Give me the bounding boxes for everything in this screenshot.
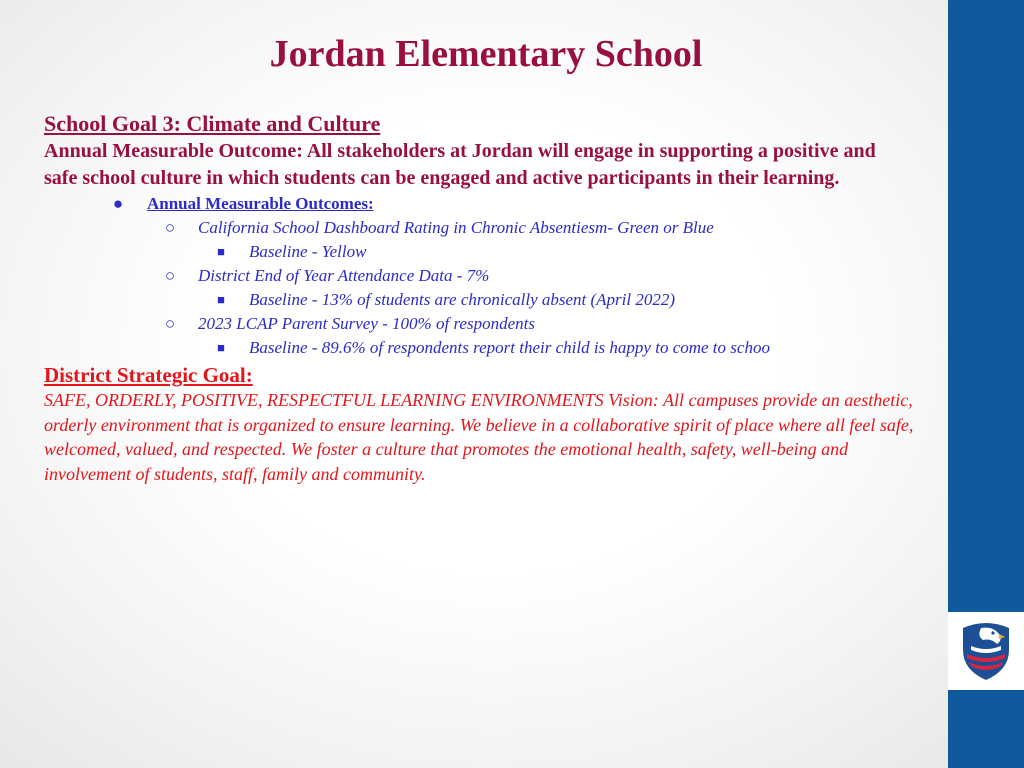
goal-heading: School Goal 3: Climate and Culture: [44, 111, 381, 136]
square-bullet-icon: ■: [217, 292, 225, 307]
baseline-item: [44, 240, 924, 264]
outcome-text: California School Dashboard Rating in Chronic Absentiesm- Green or Blue: [198, 218, 714, 237]
bullet-icon: ●: [112, 194, 124, 213]
outcomes-label-item: [44, 192, 924, 216]
page-title: Jordan Elementary School: [269, 33, 703, 75]
baseline-item: [44, 336, 924, 360]
square-bullet-icon: ■: [217, 340, 225, 355]
strategic-goal-heading: District Strategic Goal:: [44, 363, 253, 387]
baseline-text: Baseline - 89.6% of respondents report their child is happy to come to schoo: [249, 338, 770, 357]
baseline-text: Baseline - Yellow: [249, 242, 367, 261]
outcome-item: [44, 264, 924, 288]
baseline-item: [44, 288, 924, 312]
outcome-item: [44, 216, 924, 240]
outcome-text: District End of Year Attendance Data - 7%: [198, 266, 490, 285]
annual-outcome-statement: Annual Measurable Outcome: All stakeholders at Jordan will engage in supporting a positive and safe school culture in which students can be engaged and active participants in their learning.: [44, 140, 876, 189]
main-content: [44, 110, 924, 486]
square-bullet-icon: ■: [217, 244, 225, 259]
outcome-item: [44, 312, 924, 336]
circle-bullet-icon: ○: [164, 218, 176, 237]
circle-bullet-icon: ○: [164, 266, 176, 285]
strategic-goal-text: SAFE, ORDERLY, POSITIVE, RESPECTFUL LEARNING ENVIRONMENTS Vision: All campuses provide an aesthetic, orderly environment that is organized to ensure learning. We believe in a collaborative spirit of place where all feel safe, welcomed, valued, and respected. We foster a culture that promotes the emotional health, safety, well-being and involvement of students, staff, family and community.: [44, 390, 914, 484]
outcome-text: 2023 LCAP Parent Survey - 100% of respondents: [198, 314, 535, 333]
district-logo: [948, 612, 1024, 690]
baseline-text: Baseline - 13% of students are chronically absent (April 2022): [249, 290, 676, 309]
eagle-shield-icon: [959, 620, 1013, 682]
circle-bullet-icon: ○: [164, 314, 176, 333]
outcomes-label: Annual Measurable Outcomes:: [147, 194, 374, 213]
